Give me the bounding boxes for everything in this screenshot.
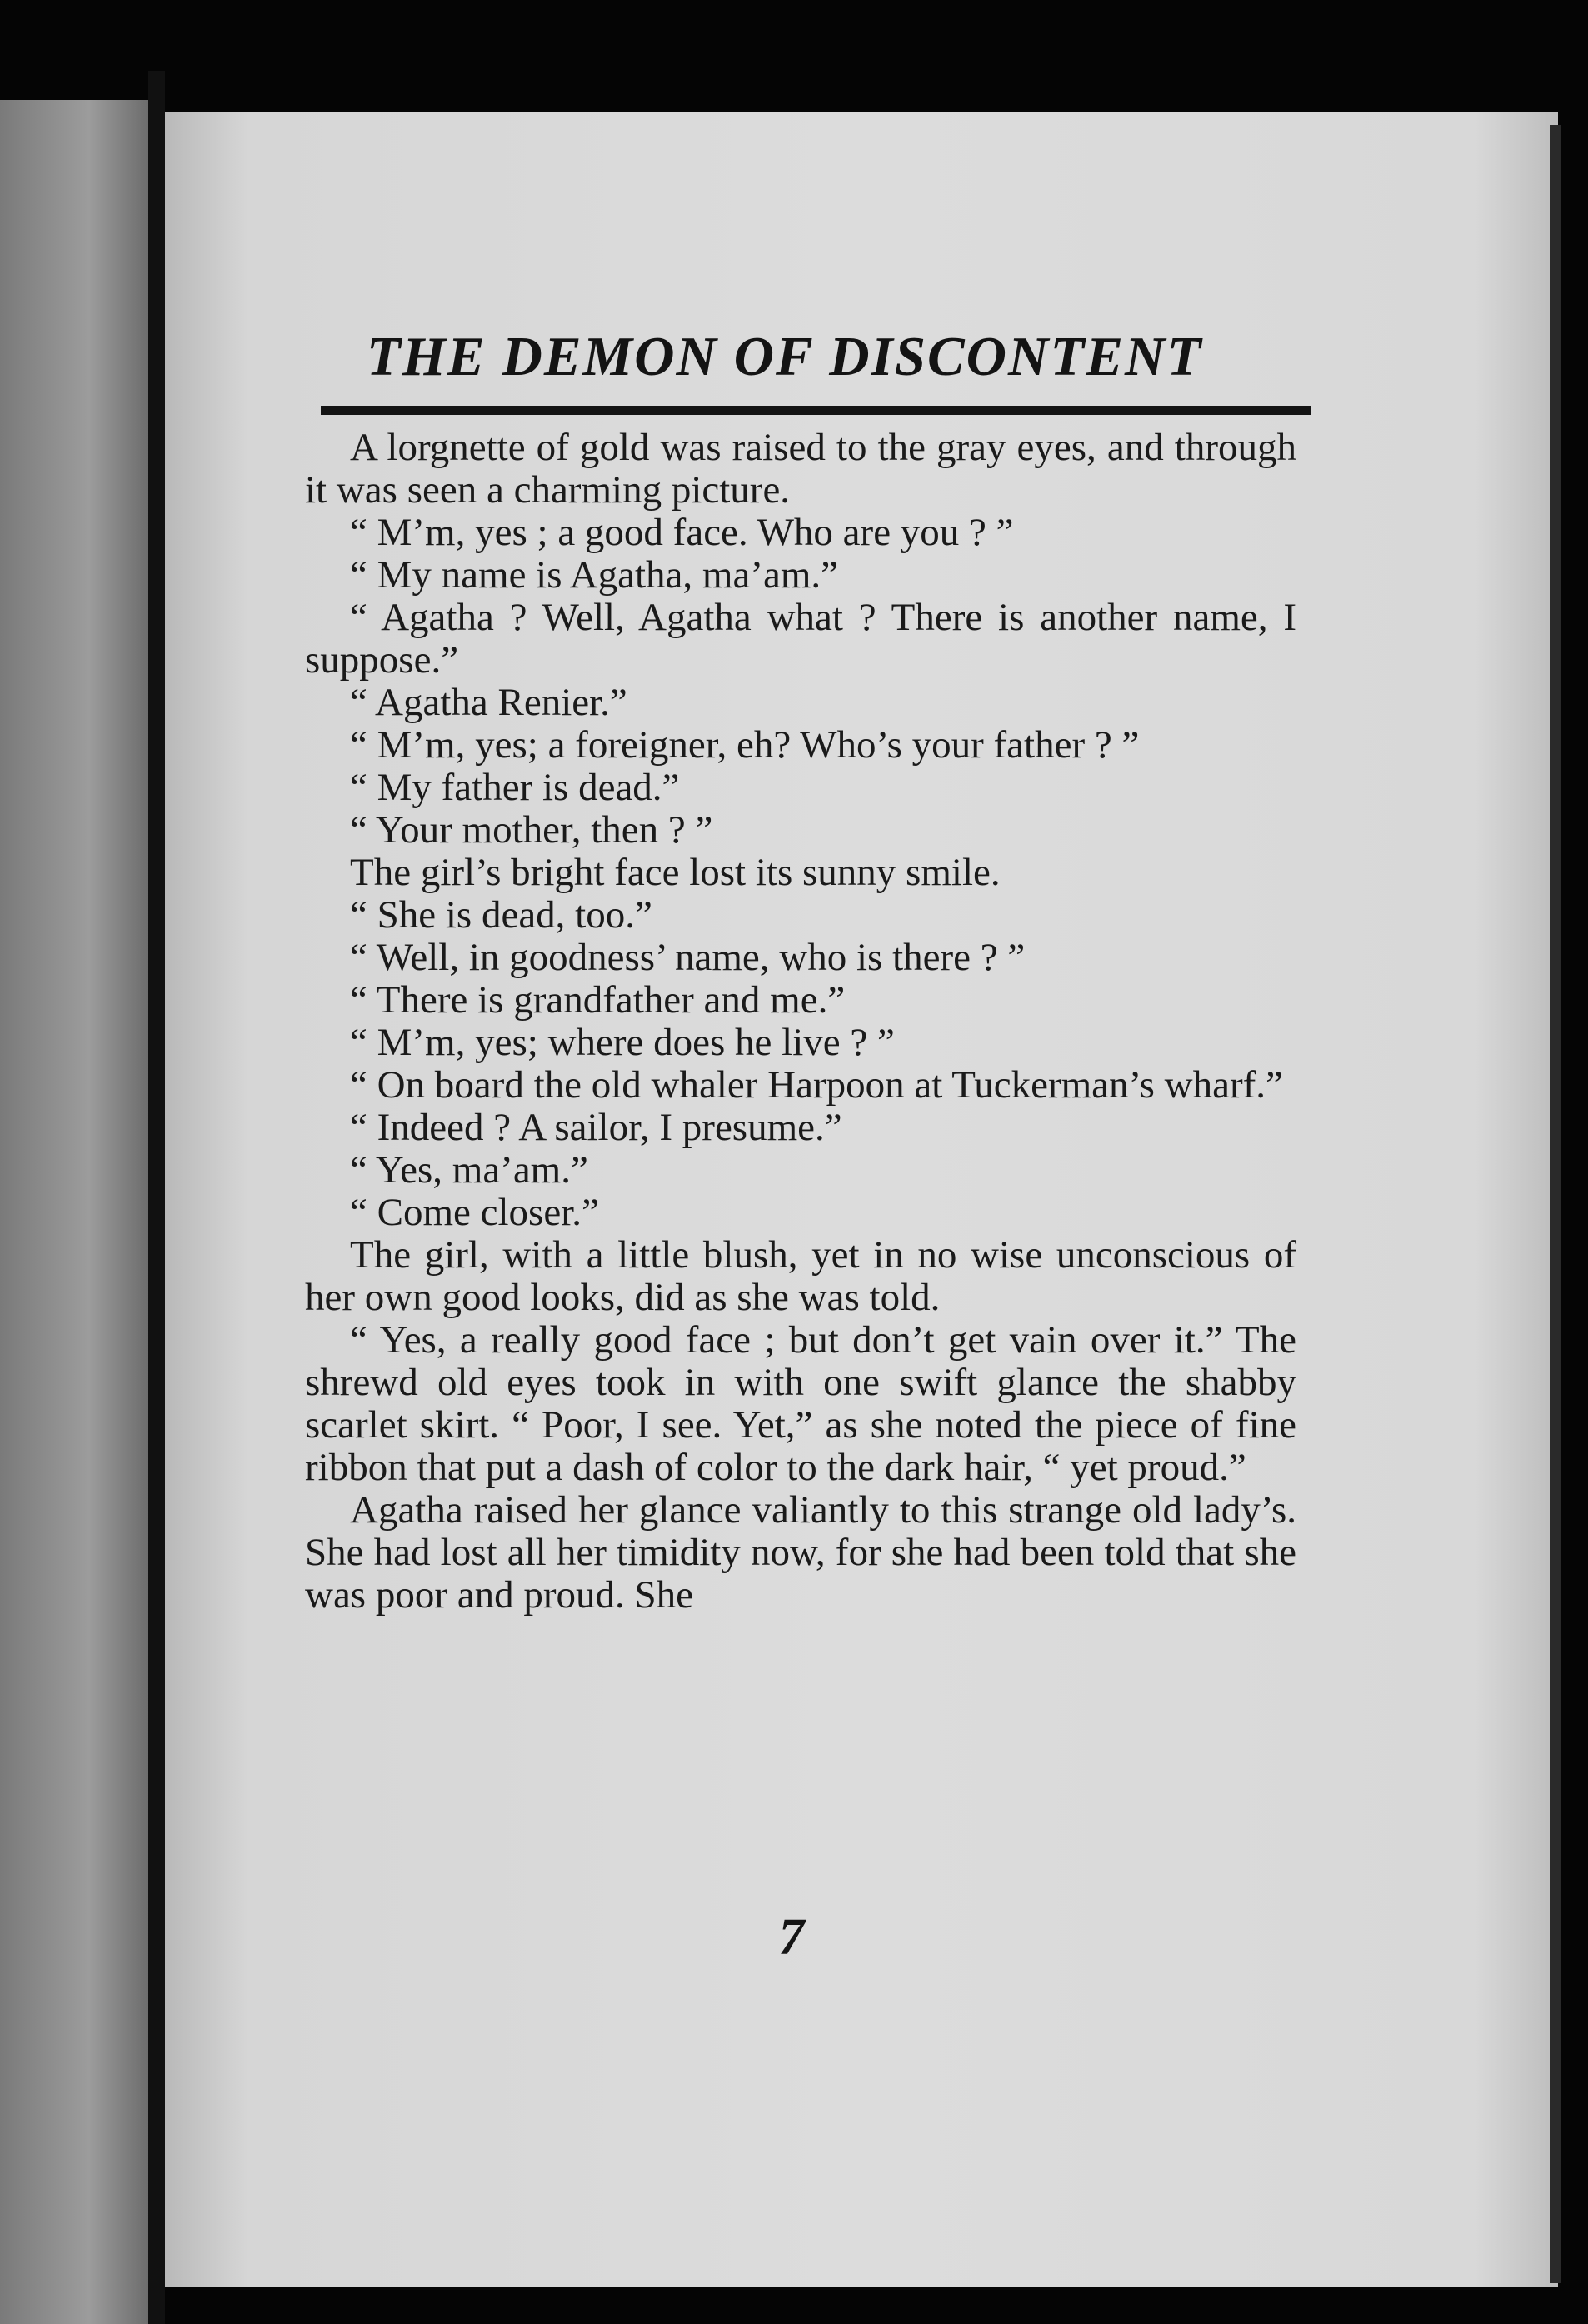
paragraph: “ Your mother, then ? ” xyxy=(350,808,713,852)
paragraph: “ My name is Agatha, ma’am.” xyxy=(350,553,839,597)
book-spine xyxy=(148,71,165,2324)
paragraph: “ Come closer.” xyxy=(350,1191,599,1234)
paragraph: “ She is dead, too.” xyxy=(350,893,652,937)
paragraph: “ My father is dead.” xyxy=(350,766,680,809)
running-title: THE DEMON OF DISCONTENT xyxy=(367,326,1203,387)
page-right-edge xyxy=(1550,125,1561,2283)
header-rule xyxy=(321,406,1311,415)
paragraph: “ M’m, yes; where does he live ? ” xyxy=(350,1021,895,1064)
paragraph: “ Indeed ? A sailor, I presume.” xyxy=(350,1106,842,1149)
paragraph: “ M’m, yes ; a good face. Who are you ? ” xyxy=(350,511,1014,554)
paragraph: “ Agatha ? Well, Agatha what ? There is another name, I suppose.” xyxy=(305,596,1296,682)
body-text xyxy=(305,427,1296,1617)
paragraph: “ Agatha Renier.” xyxy=(350,681,627,724)
paragraph: A lorgnette of gold was raised to the gray eyes, and through it was seen a charming picture. xyxy=(305,426,1296,512)
paragraph: “ Yes, ma’am.” xyxy=(350,1148,588,1192)
paragraph: The girl, with a little blush, yet in no wise unconscious of her own good looks, did as she was told. xyxy=(305,1233,1296,1319)
facing-page-edge xyxy=(0,100,148,2324)
paragraph: The girl’s bright face lost its sunny smile. xyxy=(350,851,1001,894)
paragraph: “ Yes, a really good face ; but don’t get vain over it.” The shrewd old eyes took in with one swift glance the shabby scarlet skirt. “ Poor, I see. Yet,” as she noted the piece of fine ribbon that put a dash of color to the dark hair, “ yet proud.” xyxy=(305,1318,1296,1489)
paragraph: “ M’m, yes; a foreigner, eh? Who’s your father ? ” xyxy=(350,723,1140,767)
paragraph: “ There is grandfather and me.” xyxy=(350,978,846,1022)
paragraph: “ Well, in goodness’ name, who is there ? ” xyxy=(350,936,1026,979)
page-number: 7 xyxy=(778,1909,805,1966)
paragraph: Agatha raised her glance valiantly to this strange old lady’s. She had lost all her timidity now, for she had been told that she was poor and proud. She xyxy=(305,1488,1296,1617)
paragraph: “ On board the old whaler Harpoon at Tuckerman’s wharf.” xyxy=(350,1063,1283,1107)
